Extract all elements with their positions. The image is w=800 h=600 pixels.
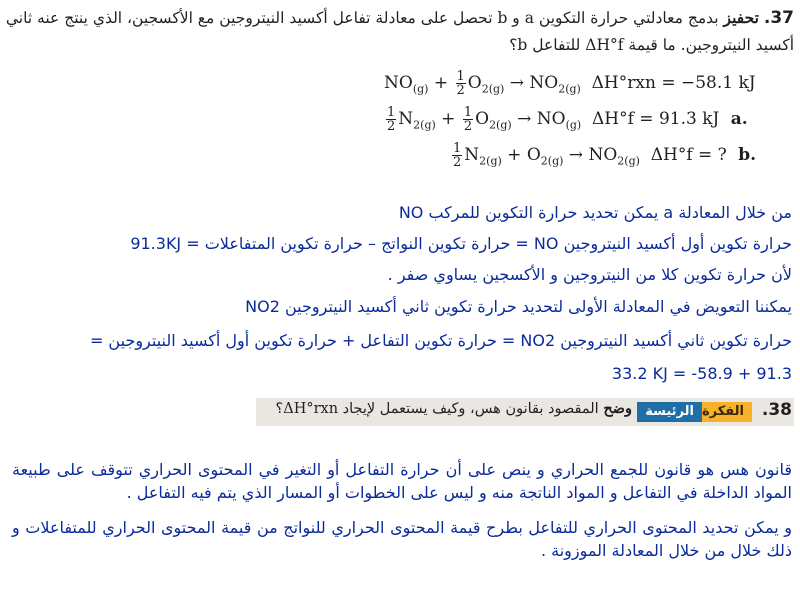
equation-label: b. (738, 145, 756, 165)
equation-label: a. (730, 109, 748, 129)
question-37 (4, 4, 794, 59)
question-body: المقصود بقانون هس، وكيف يستعمل لإيجاد ΔH°rxn؟ (275, 401, 599, 417)
question-text (276, 400, 632, 417)
solution-line: يمكننا التعويض في المعادلة الأولى لتحديد حرارة تكوين ثاني أكسيد النيتروجين NO2 (245, 297, 792, 316)
question-number: .38 (761, 400, 792, 420)
badge-idea: الفكرة (694, 402, 752, 422)
equation-enthalpy: ΔH°f = 91.3 kJ (592, 109, 720, 129)
equation-enthalpy: ΔH°f = ? (650, 145, 727, 165)
answer-paragraph: و يمكن تحديد المحتوى الحراري للتفاعل بطرح قيمة المحتوى الحراري للنواتج من قيمة المحتوى الحراري للمتفاعلات و ذلك خلال من خلال المعادلة الموزونة . (12, 518, 792, 560)
solution-line: من خلال المعادلة a يمكن تحديد حرارة التكوين للمركب NO (398, 203, 792, 222)
solution-line: حرارة تكوين أول أكسيد النيتروجين NO = حرارة تكوين النواتج – حرارة تكوين المتفاعلات = 91.3KJ (130, 234, 792, 253)
question-keyword: تحفيز (723, 8, 759, 27)
answer-paragraph: قانون هس هو قانون للجمع الحراري و ينص على أن حرارة التفاعل أو التغير في المحتوى الحراري تتوقف على طبيعة المواد الداخلة في التفاعل و المواد الناتجة منه و ليس على الخطوات أو المسار الذي يتم فيه التفاعل . (12, 460, 792, 502)
equation-a: $\frac{1}{2}$ $N_{2(g)}$ + $\frac{1}{2}$ $O_{2(g)} \to NO_{(g)}$ ΔH°f = 91.3 kJ a. (387, 105, 748, 134)
equation-b: $\frac{1}{2}$ $N_{2(g)} + O_{2(g)} \to NO_{2(g)}$ ΔH°f = ? b. (453, 141, 756, 170)
badge-main: الرئيسة (637, 402, 702, 422)
question-text: بدمج معادلتي حرارة التكوين a و b تحصل على معادلة تفاعل أكسيد النيتروجين مع الأكسجين، الذي ينتج عنه ثاني أكسيد النيتروجين. ما قيمة ΔH°f للتفاعل b؟ (5, 9, 794, 54)
solution-line: لأن حرارة تكوين كلا من النيتروجين و الأكسجين يساوي صفر . (387, 265, 792, 284)
equation-enthalpy: ΔH°rxn = −58.1 kJ (591, 73, 756, 93)
question-verb: وضح (603, 400, 632, 417)
question-38-bar (256, 398, 794, 426)
solution-line: 33.2 KJ = -58.9 + 91.3 (611, 364, 792, 383)
solution-line: حرارة تكوين ثاني أكسيد النيتروجين NO2 = حرارة تكوين التفاعل + حرارة تكوين أول أكسيد النيتروجين = (89, 331, 792, 350)
equation-overall: $NO_{(g)}$ + $\frac{1}{2}$ $O_{2(g)} \to NO_{2(g)}$ ΔH°rxn = −58.1 kJ (384, 69, 756, 98)
question-number: 37. (763, 8, 794, 28)
